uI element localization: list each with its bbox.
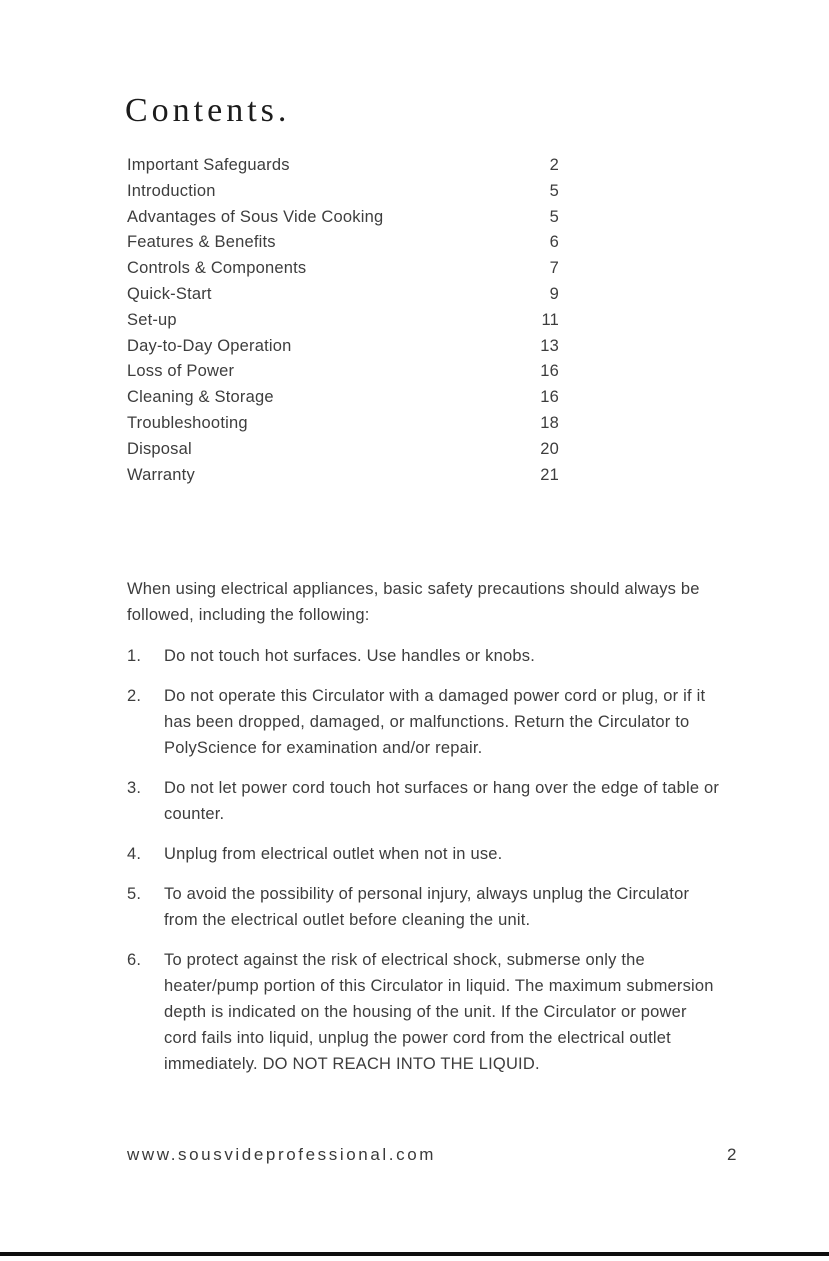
toc-item-page: 7 [549, 259, 559, 278]
toc-item-label: Important Safeguards [127, 156, 290, 174]
toc-item-label: Cleaning & Storage [127, 388, 274, 407]
toc-item-label: Features & Benefits [127, 233, 276, 252]
toc-item-label: Advantages of Sous Vide Cooking [127, 207, 384, 226]
toc-item-label: Set-up [127, 310, 177, 329]
toc-item-label: Loss of Power [127, 362, 235, 381]
toc-item-page: 13 [540, 336, 559, 355]
safeguard-text: Do not touch hot surfaces. Use handles or knobs. [164, 647, 535, 665]
toc-item-page: 20 [540, 439, 559, 458]
safeguard-text: Do not operate this Circulator with a damaged power cord or plug, or if it has been dropped, damaged, or malfunctions. Return the Circulator to PolyScience for examination and/or repair. [164, 687, 706, 757]
table-of-contents [127, 153, 559, 488]
toc-item-label: Controls & Components [127, 259, 307, 278]
safeguard-item [127, 841, 721, 867]
toc-item-page: 18 [540, 413, 559, 432]
toc-item-page: 6 [549, 233, 559, 252]
toc-item-label: Day-to-Day Operation [127, 336, 292, 355]
safeguard-number: 1. [127, 647, 142, 665]
footer-website-url: www.sousvideprofessional.com [127, 1145, 437, 1164]
safeguards-intro: When using electrical appliances, basic safety precautions should always be followed, including the following: [127, 580, 700, 624]
toc-row [127, 308, 559, 334]
toc-item-page: 16 [540, 388, 559, 407]
toc-row [127, 205, 559, 231]
footer-page-number: 2 [727, 1145, 737, 1164]
toc-row [127, 153, 559, 179]
safeguard-number: 5. [127, 885, 142, 903]
toc-item-page: 5 [549, 207, 559, 226]
toc-row [127, 282, 559, 308]
toc-row [127, 385, 559, 411]
safeguard-item [127, 683, 721, 761]
toc-item-page: 9 [549, 284, 559, 303]
toc-item-page: 5 [549, 181, 559, 200]
safeguards-section [127, 576, 721, 1091]
safeguard-text: To protect against the risk of electrical shock, submerse only the heater/pump portion of this Circulator in liquid. The maximum submersion depth is indicated on the housing of the unit. If the Circulator or power cord fails into liquid, unplug the power cord from the electrical outlet immediately. DO NOT REACH INTO THE LIQUID. [164, 951, 714, 1073]
safeguard-item [127, 775, 721, 827]
toc-item-page: 21 [540, 465, 559, 484]
page-bottom-rule [0, 1252, 829, 1256]
safeguard-number: 2. [127, 687, 142, 705]
toc-row [127, 230, 559, 256]
toc-row [127, 256, 559, 282]
safeguard-text: Unplug from electrical outlet when not in use. [164, 845, 503, 863]
toc-item-label: Quick-Start [127, 284, 212, 303]
safeguard-number: 3. [127, 779, 142, 797]
toc-item-page: 11 [541, 310, 559, 329]
toc-item-page: 16 [540, 362, 559, 381]
safeguard-text: To avoid the possibility of personal injury, always unplug the Circulator from the electrical outlet before cleaning the unit. [164, 885, 690, 929]
toc-item-page: 2 [549, 156, 559, 174]
toc-row [127, 463, 559, 489]
safeguard-number: 6. [127, 951, 142, 969]
safeguard-item [127, 643, 721, 669]
toc-item-label: Introduction [127, 181, 216, 200]
toc-row [127, 411, 559, 437]
safeguard-number: 4. [127, 845, 142, 863]
toc-row [127, 179, 559, 205]
safeguard-text: Do not let power cord touch hot surfaces or hang over the edge of table or counter. [164, 779, 720, 823]
safeguard-item [127, 947, 721, 1077]
safeguard-item [127, 881, 721, 933]
toc-item-label: Troubleshooting [127, 413, 248, 432]
toc-row [127, 359, 559, 385]
page-title: Contents. [125, 92, 291, 129]
toc-row [127, 437, 559, 463]
toc-item-label: Disposal [127, 439, 192, 458]
toc-item-label: Warranty [127, 465, 195, 484]
toc-row [127, 334, 559, 360]
